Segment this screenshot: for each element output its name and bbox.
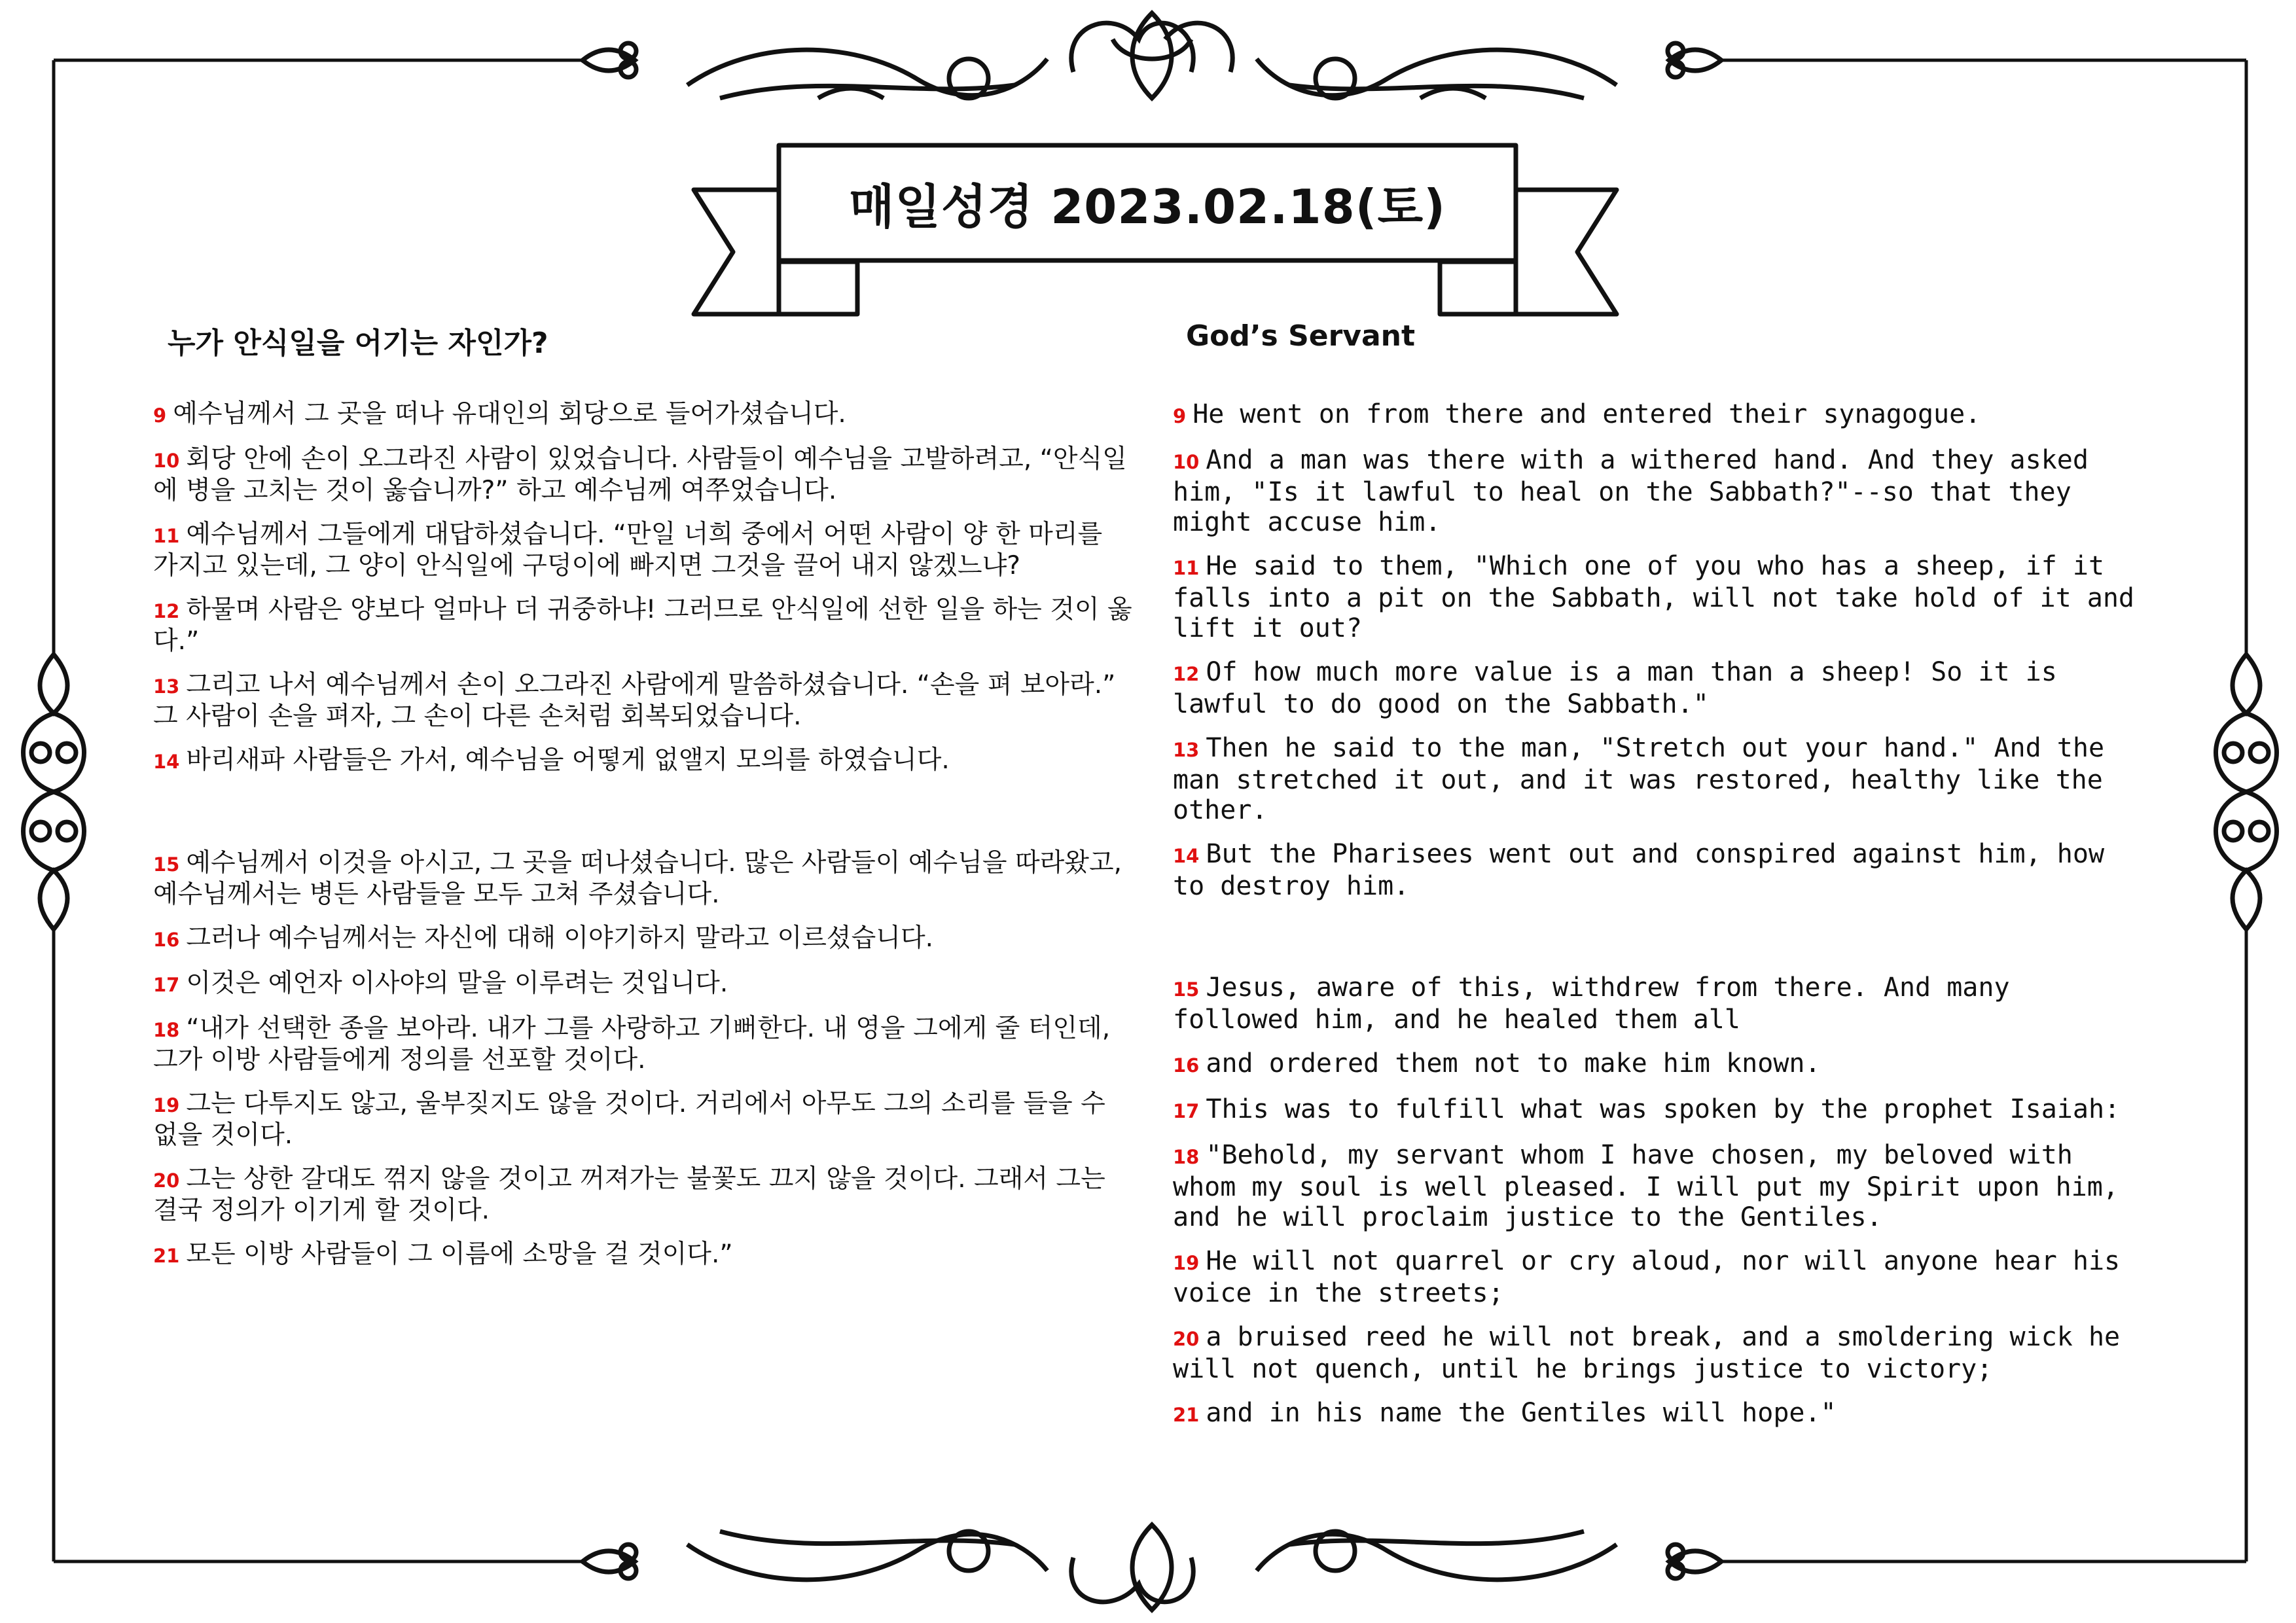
- verse: [153, 848, 1135, 910]
- verse-text: 그는 다투지도 않고, 울부짖지도 않을 것이다. 거리에서 아무도 그의 소리를 들을 수 없을 것이다.: [153, 1089, 1105, 1150]
- verse-text: 하물며 사람은 양보다 얼마나 더 귀중하냐! 그러므로 안식일에 선한 일을 하는 것이 옳다.”: [153, 595, 1132, 656]
- verse-number: 13: [1173, 739, 1200, 761]
- verse: [1173, 1398, 2148, 1430]
- verse: [153, 1164, 1135, 1226]
- verse-text: "Behold, my servant whom I have chosen, my beloved with whom my soul is well pleased. I will put my Spirit upon him, and he will proclaim justice to the Gentiles.: [1173, 1140, 2119, 1232]
- verse: [153, 670, 1135, 732]
- verse-text: Then he said to the man, "Stretch out your hand." And the man stretched it out, and it was restored, healthy like the other.: [1173, 733, 2105, 825]
- verse: [153, 1014, 1135, 1075]
- english-section-2: [1173, 972, 2148, 1430]
- verse: [1173, 1246, 2148, 1308]
- verse-number: 20: [1173, 1328, 1200, 1350]
- verse-number: 21: [1173, 1404, 1200, 1426]
- verse: [1173, 1094, 2148, 1126]
- verse-number: 12: [153, 600, 180, 622]
- verse: [1173, 839, 2148, 901]
- bottom-ornament-icon: [583, 1525, 1721, 1610]
- verse: [1173, 1048, 2148, 1080]
- verse-text: But the Pharisees went out and conspired against him, how to destroy him.: [1173, 839, 2105, 901]
- verse: [153, 520, 1135, 581]
- verse-number: 20: [153, 1169, 180, 1192]
- page-title: 매일성경 2023.02.18(토): [848, 179, 1446, 234]
- verse-number: 18: [153, 1019, 180, 1041]
- english-heading: God’s Servant: [1186, 319, 1416, 353]
- verse-text: He went on from there and entered their synagogue.: [1193, 399, 1981, 429]
- verse: [1173, 399, 2148, 431]
- verse-text: And a man was there with a withered hand. And they asked him, "Is it lawful to heal on the Sabbath?"--so that they might accuse him.: [1173, 445, 2089, 537]
- verse-text: a bruised reed he will not break, and a smoldering wick he will not quench, until he brings justice to victory;: [1173, 1322, 2121, 1384]
- verse-number: 17: [1173, 1100, 1200, 1122]
- verse-number: 19: [1173, 1252, 1200, 1274]
- verse-number: 10: [153, 450, 180, 472]
- verse-text: Jesus, aware of this, withdrew from there. And many followed him, and he healed them all: [1173, 972, 2010, 1035]
- right-ornament-icon: [2216, 654, 2277, 929]
- top-ornament-icon: [583, 13, 1721, 98]
- verse-text: 바리새파 사람들은 가서, 예수님을 어떻게 없앨지 모의를 하였습니다.: [186, 745, 950, 775]
- verse-number: 18: [1173, 1146, 1200, 1168]
- verse: [1173, 733, 2148, 825]
- verse-text: 그는 상한 갈대도 꺾지 않을 것이고 꺼져가는 불꽃도 끄지 않을 것이다. 그래서 그는 결국 정의가 이기게 할 것이다.: [153, 1164, 1105, 1225]
- verse-text: 이것은 예언자 이사야의 말을 이루려는 것입니다.: [186, 969, 728, 998]
- verse-text: He will not quarrel or cry aloud, nor will anyone hear his voice in the streets;: [1173, 1246, 2121, 1308]
- verse-text: 예수님께서 이것을 아시고, 그 곳을 떠나셨습니다. 많은 사람들이 예수님을 따라왔고, 예수님께서는 병든 사람들을 모두 고쳐 주셨습니다.: [153, 848, 1122, 909]
- english-section-1: [1173, 399, 2148, 901]
- verse-text: 예수님께서 그들에게 대답하셨습니다. “만일 너희 중에서 어떤 사람이 양 한 마리를 가지고 있는데, 그 양이 안식일에 구덩이에 빠지면 그것을 끌어 내지 않겠느냐?: [153, 520, 1103, 580]
- verse: [153, 444, 1135, 506]
- verse-text: “내가 선택한 종을 보아라. 내가 그를 사랑하고 기뻐한다. 내 영을 그에게 줄 터인데, 그가 이방 사람들에게 정의를 선포할 것이다.: [153, 1014, 1111, 1075]
- verse: [153, 595, 1135, 656]
- verse: [153, 745, 1135, 777]
- verse-text: 그리고 나서 예수님께서 손이 오그라진 사람에게 말씀하셨습니다. “손을 펴 보아라.” 그 사람이 손을 펴자, 그 손이 다른 손처럼 회복되었습니다.: [153, 670, 1116, 731]
- verse-number: 11: [1173, 557, 1200, 579]
- verse-number: 14: [1173, 845, 1200, 867]
- korean-heading: 누가 안식일을 어기는 자인가?: [168, 327, 548, 360]
- verse-text: 모든 이방 사람들이 그 이름에 소망을 걸 것이다.”: [186, 1240, 733, 1269]
- verse-text: 그러나 예수님께서는 자신에 대해 이야기하지 말라고 이르셨습니다.: [186, 923, 934, 953]
- verse-number: 16: [153, 929, 180, 951]
- verse: [1173, 551, 2148, 643]
- verse-number: 21: [153, 1245, 180, 1267]
- verse-text: He said to them, "Which one of you who has a sheep, if it falls into a pit on the Sabbath, will not take hold of it and lift it out?: [1173, 551, 2135, 643]
- verse: [153, 969, 1135, 1000]
- section-gap: [153, 791, 1135, 848]
- verse: [1173, 972, 2148, 1035]
- verse-number: 13: [153, 675, 180, 698]
- verse-number: 11: [153, 525, 180, 547]
- verse-text: and ordered them not to make him known.: [1206, 1048, 1821, 1079]
- korean-section-2: [153, 848, 1135, 1271]
- verse-text: and in his name the Gentiles will hope.": [1206, 1398, 1837, 1428]
- verse: [153, 923, 1135, 955]
- verse-number: 9: [1173, 405, 1187, 427]
- verse: [153, 1089, 1135, 1150]
- verse: [1173, 1140, 2148, 1232]
- verse: [1173, 657, 2148, 719]
- verse-number: 9: [153, 404, 167, 427]
- verse-text: This was to fulfill what was spoken by the prophet Isaiah:: [1206, 1094, 2121, 1124]
- korean-section-1: [153, 399, 1135, 777]
- english-passage: [1173, 399, 2148, 1444]
- verse-number: 17: [153, 974, 180, 996]
- left-ornament-icon: [24, 654, 84, 929]
- verse: [1173, 1322, 2148, 1384]
- verse: [153, 1240, 1135, 1271]
- verse-text: 예수님께서 그 곳을 떠나 유대인의 회당으로 들어가셨습니다.: [173, 399, 846, 429]
- korean-passage: [153, 399, 1135, 1285]
- verse-number: 19: [153, 1094, 180, 1116]
- verse-text: Of how much more value is a man than a sheep! So it is lawful to do good on the Sabbath.": [1173, 657, 2057, 719]
- verse-number: 12: [1173, 663, 1200, 685]
- verse-number: 15: [1173, 978, 1200, 1001]
- verse: [1173, 445, 2148, 537]
- verse-number: 15: [153, 853, 180, 876]
- verse-number: 10: [1173, 451, 1200, 473]
- section-gap: [1173, 915, 2148, 972]
- verse: [153, 399, 1135, 431]
- verse-text: 회당 안에 손이 오그라진 사람이 있었습니다. 사람들이 예수님을 고발하려고, “안식일에 병을 고치는 것이 옳습니까?” 하고 예수님께 여쭈었습니다.: [153, 444, 1127, 505]
- verse-number: 14: [153, 751, 180, 773]
- verse-number: 16: [1173, 1054, 1200, 1077]
